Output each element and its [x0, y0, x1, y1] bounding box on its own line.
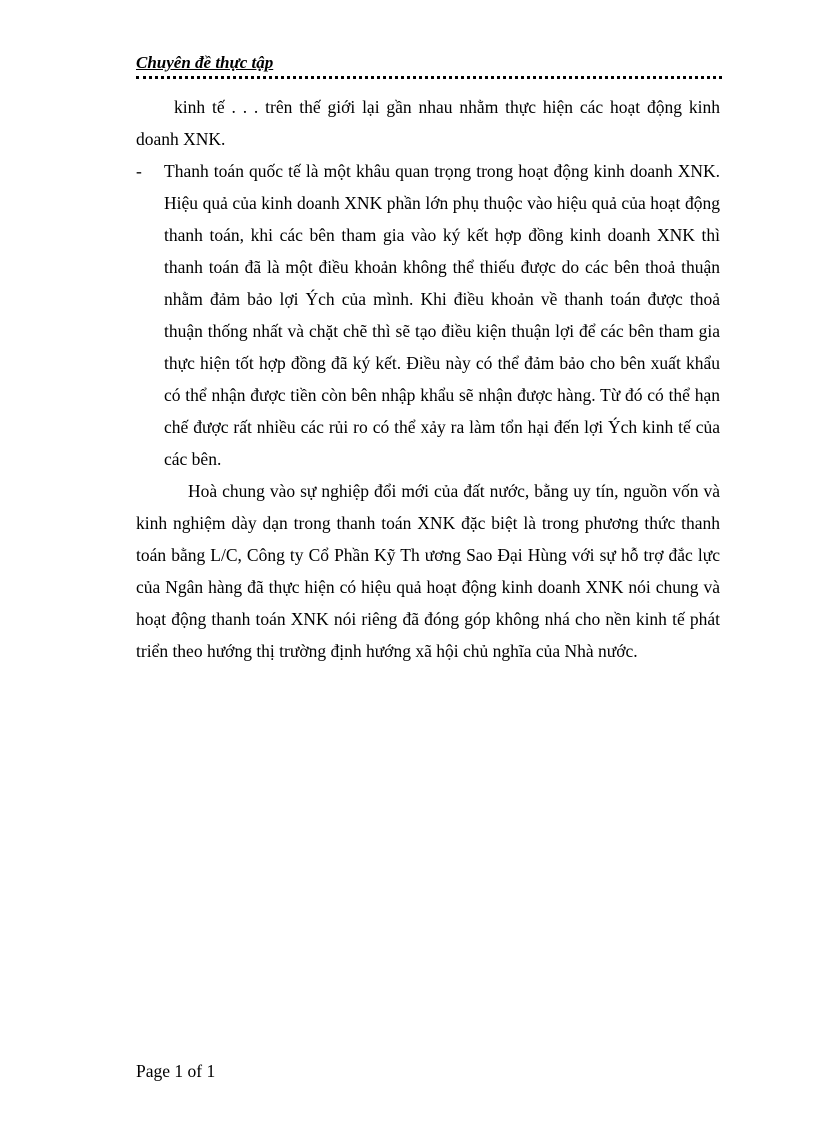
body-paragraph-1: kinh tế . . . trên thế giới lại gần nhau nhằm thực hiện các hoạt động kinh doanh XNK. — [136, 97, 720, 149]
bullet-dash: - — [136, 161, 142, 181]
page-number: Page 1 of 1 — [136, 1061, 216, 1081]
body-paragraph-2-text: Thanh toán quốc tế là một khâu quan trọng trong hoạt động kinh doanh XNK. Hiệu quả của kinh doanh XNK phần lớn phụ thuộc vào hiệu quả của hoạt động thanh toán, khi các bên tham gia vào ký kết hợp đồng kinh doanh XNK thì thanh toán đã là một điều khoản không thể thiếu được do các bên thoả thuận nhằm đảm bảo lợi Ých của mình. Khi điều khoản về thanh toán được thoả thuận thống nhất và chặt chẽ thì sẽ tạo điều kiện thuận lợi để các bên tham gia thực hiện tốt hợp đồng đã ký kết. Điều này có thể đảm bảo cho bên xuất khẩu có thể nhận được tiền còn bên nhập khẩu sẽ nhận được hàng. Từ đó có thể hạn chế được rất nhiều các rủi ro có thể xảy ra làm tổn hại đến lợi Ých kinh tế của các bên. — [164, 161, 720, 469]
header-dotted-rule — [136, 76, 722, 79]
header-title: Chuyên đề thực tập — [136, 53, 274, 72]
body-paragraph-3: Hoà chung vào sự nghiệp đổi mới của đất nước, bằng uy tín, nguồn vốn và kinh nghiệm dày dạn trong thanh toán XNK đặc biệt là trong phương thức thanh toán bằng L/C, Công ty Cổ Phần Kỹ Th ương Sao Đại Hùng với sự hỗ trợ đắc lực của Ngân hàng đã thực hiện có hiệu quả hoạt động kinh doanh XNK nói chung và hoạt động thanh toán XNK nói riêng đã đóng góp không nhá cho nền kinh tế phát triển theo hướng thị trường định hướng xã hội chủ nghĩa của Nhà nước. — [136, 481, 720, 661]
document-body — [136, 91, 720, 667]
page-header — [136, 52, 722, 79]
body-paragraph-2 — [136, 155, 720, 475]
